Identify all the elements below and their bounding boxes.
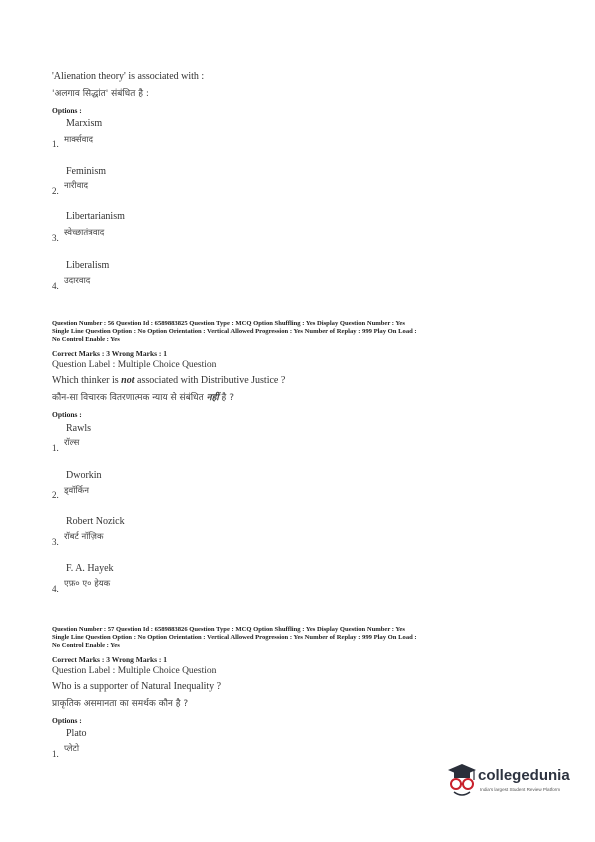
- question-meta: [52, 320, 572, 344]
- question-text-hi: 'अलगाव सिद्धांत' संबंधित है :: [52, 89, 149, 99]
- option-text-hi: नारीवाद: [64, 181, 89, 191]
- meta-line: No Control Enable : Yes: [52, 642, 120, 649]
- option-number: 4.: [52, 281, 59, 291]
- marks-info: Correct Marks : 3 Wrong Marks : 1: [52, 349, 168, 358]
- option-text-hi: रॉबर्ट नॉज़िक: [64, 532, 104, 542]
- option-number: 3.: [52, 537, 59, 547]
- option-number: 1.: [52, 139, 59, 149]
- option-text-hi: स्वेच्छातंत्रवाद: [64, 228, 105, 238]
- option-text-en: Liberalism: [66, 260, 110, 271]
- question-meta: [52, 626, 572, 650]
- option-text-hi: मार्क्सवाद: [64, 135, 94, 145]
- question-text-en: Which thinker is not associated with Distributive Justice ?: [52, 375, 286, 386]
- option-number: 2.: [52, 186, 59, 196]
- option-text-en: Dworkin: [66, 470, 102, 481]
- collegedunia-logo: [444, 760, 579, 800]
- option-text-hi: एफ़० ए० हेयक: [64, 579, 111, 589]
- question-label: Question Label : Multiple Choice Question: [52, 360, 217, 370]
- meta-line: Question Number : 56 Question Id : 6589883825 Question Type : MCQ Option Shuffling : Yes Display Question Number : Yes: [52, 320, 405, 327]
- options-label: Options :: [52, 410, 82, 419]
- options-label: Options :: [52, 716, 82, 725]
- brand-tagline: India's largest Student Review Platform: [480, 787, 561, 792]
- option-text-hi: ड्वॉर्किन: [64, 486, 89, 496]
- meta-line: Single Line Question Option : No Option Orientation : Vertical Allowed Progression : Yes Number of Replay : 999 Play On Load :: [52, 634, 417, 641]
- marks-info: Correct Marks : 3 Wrong Marks : 1: [52, 655, 168, 664]
- option-text-en: Robert Nozick: [66, 516, 125, 527]
- option-number: 1.: [52, 749, 59, 759]
- question-text-hi: प्राकृतिक असमानता का समर्थक कौन है ?: [52, 699, 189, 709]
- option-text-en: Rawls: [66, 423, 91, 434]
- options-label: Options :: [52, 106, 82, 115]
- option-number: 4.: [52, 584, 59, 594]
- meta-line: Single Line Question Option : No Option Orientation : Vertical Allowed Progression : Yes Number of Replay : 999 Play On Load :: [52, 328, 417, 335]
- option-text-en: Libertarianism: [66, 211, 125, 222]
- option-text-en: Feminism: [66, 166, 107, 177]
- question-text-en: Who is a supporter of Natural Inequality ?: [52, 681, 222, 692]
- option-number: 2.: [52, 490, 59, 500]
- graduation-cap-glasses-icon: [444, 760, 480, 798]
- question-label: Question Label : Multiple Choice Question: [52, 666, 217, 676]
- meta-line: Question Number : 57 Question Id : 6589883826 Question Type : MCQ Option Shuffling : Yes Display Question Number : Yes: [52, 626, 405, 633]
- question-text-en: 'Alienation theory' is associated with :: [52, 71, 205, 82]
- option-number: 3.: [52, 233, 59, 243]
- option-text-en: F. A. Hayek: [66, 563, 114, 574]
- option-text-hi: उदारवाद: [64, 276, 91, 286]
- option-text-en: Marxism: [66, 118, 103, 129]
- option-number: 1.: [52, 443, 59, 453]
- meta-line: No Control Enable : Yes: [52, 336, 120, 343]
- brand-name: collegedunia: [478, 767, 570, 784]
- option-text-hi: रॉल्स: [64, 438, 80, 448]
- option-text-en: Plato: [66, 728, 87, 739]
- option-text-hi: प्लेटो: [64, 744, 80, 754]
- question-text-hi: कौन-सा विचारक वितरणात्मक न्याय से संबंधित नहीं है ?: [52, 393, 234, 403]
